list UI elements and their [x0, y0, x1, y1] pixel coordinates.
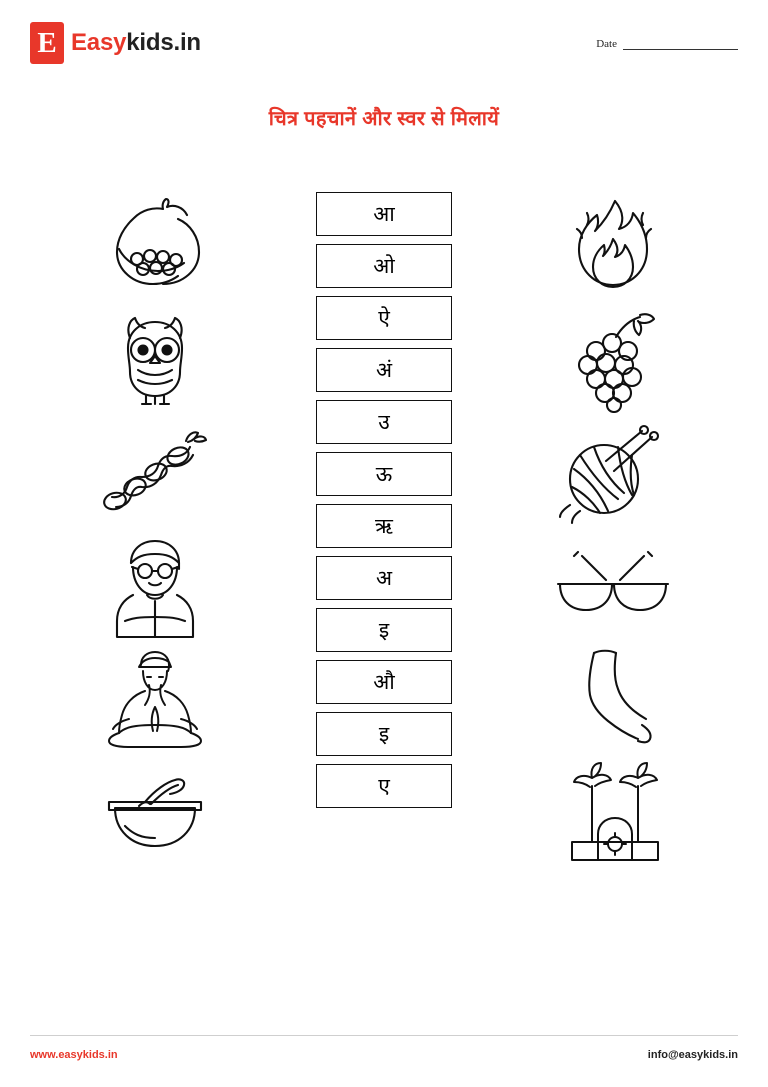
brand-name-part1: Easy	[71, 29, 127, 56]
spectacles-icon[interactable]	[488, 529, 738, 642]
brand-logo	[30, 22, 201, 64]
logo-letter: E	[37, 26, 57, 59]
mortar-pestle-icon[interactable]	[30, 755, 280, 868]
sage-icon[interactable]	[30, 642, 280, 755]
foot-ankle-icon[interactable]	[488, 642, 738, 755]
worksheet-grid	[30, 190, 738, 990]
vowel-box[interactable]: ऋ	[316, 504, 452, 548]
vowel-column	[280, 190, 488, 990]
page-footer	[30, 1035, 738, 1065]
page-title: चित्र पहचानें और स्वर से मिलायें	[268, 108, 500, 130]
page-header	[30, 22, 738, 74]
vowel-box[interactable]: उ	[316, 400, 452, 444]
date-input-line[interactable]	[623, 39, 738, 50]
vowel-box[interactable]: इ	[316, 608, 452, 652]
footer-email[interactable]: info@easykids.in	[647, 1048, 738, 1061]
brand-name-part2: kids.in	[126, 29, 201, 56]
brand-name	[71, 29, 201, 57]
footer-website-link[interactable]: www.easykids.in	[30, 1048, 118, 1061]
vowel-box[interactable]: ओ	[316, 244, 452, 288]
date-field	[596, 38, 738, 50]
left-picture-column	[30, 190, 280, 990]
vowel-box[interactable]: आ	[316, 192, 452, 236]
vowel-box[interactable]: ऊ	[316, 452, 452, 496]
yarn-ball-icon[interactable]	[488, 416, 738, 529]
owl-icon[interactable]	[30, 303, 280, 416]
vowel-box[interactable]: अं	[316, 348, 452, 392]
vowel-box[interactable]: औ	[316, 660, 452, 704]
pomegranate-icon[interactable]	[30, 190, 280, 303]
vowel-box[interactable]: इ	[316, 712, 452, 756]
palm-trees-icon[interactable]	[488, 755, 738, 868]
right-picture-column	[488, 190, 738, 990]
fire-flame-icon[interactable]	[488, 190, 738, 303]
vowel-box[interactable]: अ	[316, 556, 452, 600]
peanut-icon[interactable]	[30, 416, 280, 529]
grapes-icon[interactable]	[488, 303, 738, 416]
old-woman-icon[interactable]	[30, 529, 280, 642]
date-label: Date	[596, 38, 617, 50]
easykids-logo-icon	[30, 22, 64, 64]
vowel-box[interactable]: ऐ	[316, 296, 452, 340]
vowel-box[interactable]: ए	[316, 764, 452, 808]
